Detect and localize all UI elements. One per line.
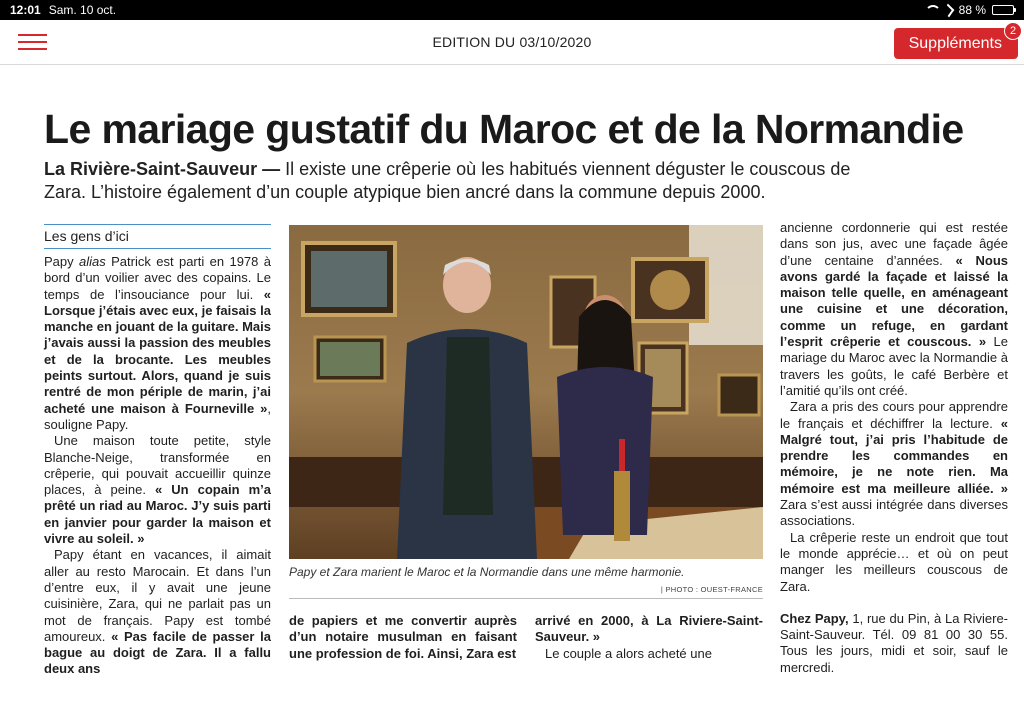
- paragraph: Zara a pris des cours pour apprendre le français et déchiffrer la lecture. « Malgré tout, j’ai pris l’habitude de prendre les commandes en mémoire, je ne note rien. Ma mémoire est ma meilleure alliée. » Zara s’est aussi intégrée dans diverses associations.: [780, 399, 1008, 529]
- paragraph: Papy étant en vacances, il aimait aller au resto Marocain. Et dans l’un d’entre eux, il y avait une jeune cuisinière, Zara, qui ne parlait pas un mot de français. Papy est tombé amoureux. « Pas facile de passer la bague au doigt de Zara. Il a fallu deux ans: [44, 547, 271, 677]
- photo-credit: | PHOTO : OUEST-FRANCE: [660, 585, 763, 594]
- paragraph: Une maison toute petite, style Blanche-Neige, transformée en crêperie, qui pouvait accueillir quinze places, à peine. « Un copain m’a prêté un riad au Maroc. J’y suis parti en janvier pour garder la maison et vivre au soleil. »: [44, 433, 271, 547]
- venue-info: [780, 611, 1008, 676]
- article-column-4: [780, 220, 1008, 676]
- supplements-count-badge: 2: [1004, 22, 1022, 40]
- hamburger-menu-icon[interactable]: [18, 34, 47, 50]
- battery-icon: [992, 5, 1014, 15]
- status-indicators: [924, 3, 1014, 17]
- paragraph: arrivé en 2000, à La Riviere-Saint-Sauveur. »: [535, 613, 763, 645]
- article-column-1: [44, 254, 271, 678]
- venue-details: 1, rue du Pin, à La Riviere-Saint-Sauveur. Tél. 09 81 00 30 55. Tous les jours, midi et soir, sauf le mercredi.: [780, 610, 1008, 675]
- photo-caption: Papy et Zara marient le Maroc et la Normandie dans une même harmonie.: [289, 565, 685, 579]
- section-rubric: Les gens d’ici: [44, 224, 271, 249]
- lead-place: La Rivière-Saint-Sauveur —: [44, 159, 281, 179]
- status-time: 12:01: [10, 3, 41, 17]
- status-bar: [0, 0, 1024, 20]
- top-navigation-bar: [0, 20, 1024, 65]
- paragraph: Le couple a alors acheté une: [545, 645, 712, 661]
- article-photo[interactable]: [289, 225, 763, 559]
- article-lead: [44, 158, 864, 204]
- paragraph: Papy alias Patrick est parti en 1978 à bord d’un voilier avec des copains. Le temps de l’insouciance pour lui. « Lorsque j’étais avec eux, je faisais la manche en jouant de la guitare. Mais j’avais aussi la passion des meubles et de la brocante. Les meubles peints surtout. Alors, quand je suis rentré de mon périple de marin, j’ai acheté une maison à Fourneville », souligne Papy.: [44, 254, 271, 432]
- photo-illustration: [289, 225, 763, 559]
- lead-text: Il existe une crêperie où les habitués viennent déguster le couscous de Zara. L’histoire également d’un couple atypique bien ancré dans la commune depuis 2000.: [44, 159, 851, 202]
- wifi-icon: [924, 5, 938, 15]
- paragraph: La crêperie reste un endroit que tout le monde apprécie… et où on peut manger les meilleurs couscous de Zara.: [780, 529, 1008, 594]
- paragraph: de papiers et me convertir auprès d’un notaire musulman en faisant une profession de foi. Ainsi, Zara est: [289, 613, 517, 661]
- paragraph: ancienne cordonnerie qui est restée dans son jus, avec une façade âgée d’une centaine d’années. « Nous avons gardé la façade et laissé la maison telle quelle, en aménageant une cuisine et une décoration, comme un refuge, en gardant l’esprit crêperie et couscous. » Le mariage du Maroc avec la Normandie à travers les goûts, le café Berbère et l’amitié qu’ils ont créé.: [780, 220, 1008, 398]
- venue-name: Chez Papy,: [780, 610, 849, 626]
- status-date: Sam. 10 oct.: [48, 3, 117, 17]
- article-column-2: [289, 613, 517, 662]
- battery-percent: 88 %: [958, 3, 986, 17]
- supplements-label: Suppléments: [908, 34, 1002, 52]
- edition-title: EDITION DU 03/10/2020: [432, 34, 592, 50]
- article-column-3: [535, 613, 763, 662]
- location-icon: [942, 3, 954, 17]
- divider: [289, 598, 763, 599]
- article-headline: Le mariage gustatif du Maroc et de la Normandie: [44, 106, 964, 152]
- supplements-button[interactable]: [894, 25, 1018, 59]
